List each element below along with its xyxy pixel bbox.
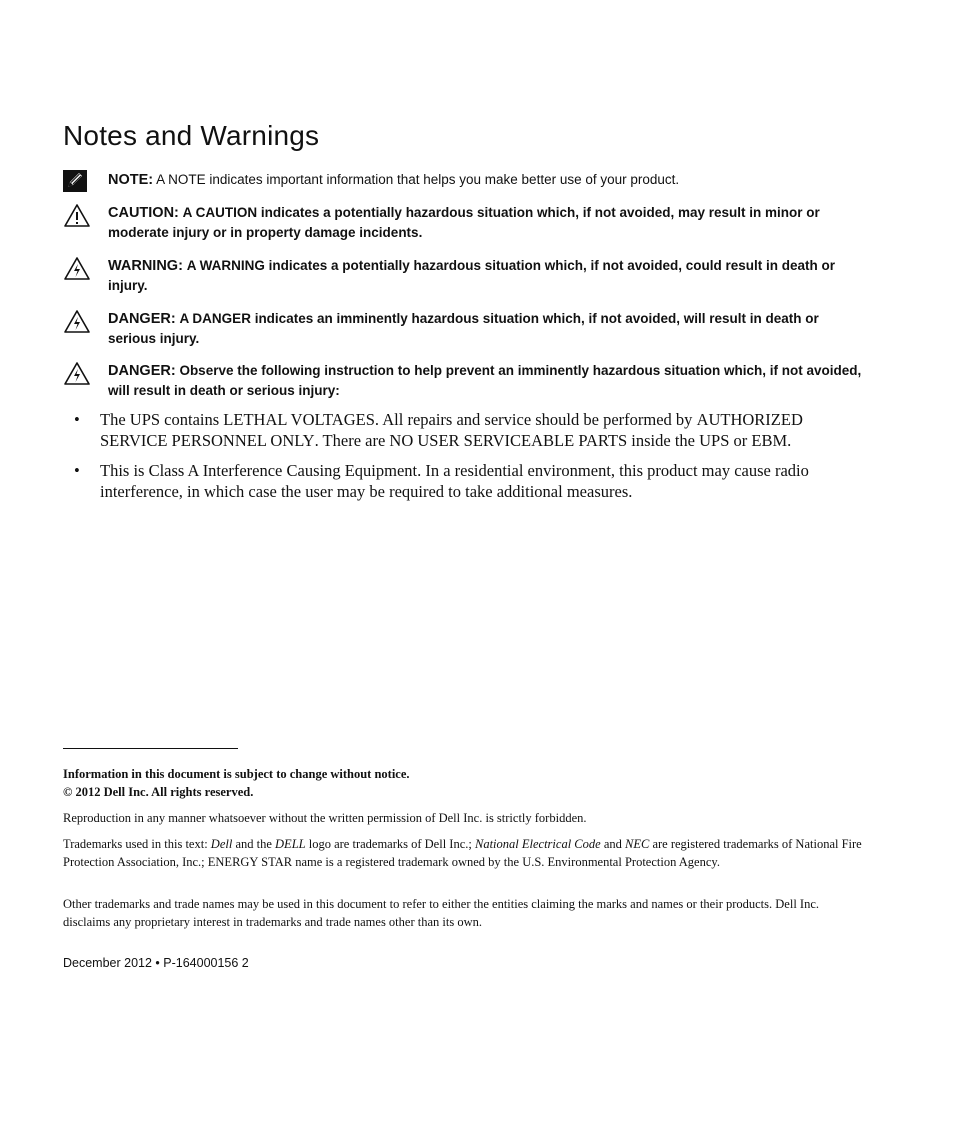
trademark-text: and the [232,837,276,851]
bullet-icon: • [74,461,80,480]
bullet-text: This is Class A Interference Causing Equipment. In a residential environment, this product may cause radio interference, in which case the user may be required to take additional measures. [100,461,809,501]
warning-body: A WARNING indicates a potentially hazardous situation which, if not avoided, could result in death or injury. [108,258,836,293]
danger-instruction-body: Observe the following instruction to help prevent an imminently hazardous situation which, if not avoided, will result in death or serious injury: [108,363,862,398]
danger-instruction-notice [63,361,863,400]
bullet-text: . All repairs and service should be performed by [374,410,697,429]
note-label: NOTE: [108,172,154,188]
caution-notice [63,203,863,242]
danger-label: DANGER: [108,311,176,327]
danger-instruction-text [108,361,863,400]
copyright-text: © 2012 Dell Inc. All rights reserved. [63,784,254,799]
bullet-text: inside the UPS or EBM. [627,431,792,450]
trademarks-notice [63,836,863,871]
footnote-divider [63,748,238,749]
warning-label: WARNING: [108,258,183,274]
trademark-text: Trademarks used in this text: [63,837,211,851]
note-body: A NOTE indicates important information that helps you make better use of your product. [156,172,680,187]
list-item [63,460,863,502]
bullet-emphasis: NO USER SERVICEABLE PARTS [389,431,628,450]
caution-triangle-icon [63,203,91,229]
other-trademarks-text: Other trademarks and trade names may be used in this document to refer to either the entities claiming the marks and names or their products. Dell Inc. disclaims any proprietary interest in trademarks and trade names other than its own. [63,897,820,929]
bullet-text: . There are [314,431,390,450]
electrical-hazard-triangle-icon [63,361,91,387]
trademark-text: are registered trademarks of National Fire Protection Association, Inc.; ENERGY STAR name is a registered trademark owned by the U.S. Environmental Protection Agency. [63,837,862,869]
trademark-text: logo are trademarks of Dell Inc.; [305,837,475,851]
document-date-id: December 2012 • P-164000156 2 [63,956,249,970]
page-title: Notes and Warnings [63,120,320,151]
trademark-name: DELL [275,837,306,851]
safety-bullet-list [63,409,863,511]
list-item [63,409,863,451]
danger-body: A DANGER indicates an imminently hazardous situation which, if not avoided, will result in death or serious injury. [108,311,819,346]
bullet-emphasis: LETHAL VOLTAGES [223,410,375,429]
danger-instruction-label: DANGER: [108,363,176,379]
caution-body: A CAUTION indicates a potentially hazardous situation which, if not avoided, may result in minor or moderate injury or in property damage incidents. [108,205,820,240]
trademark-text: and [600,837,625,851]
trademark-name: Dell [210,837,233,851]
bullet-text: The UPS contains [100,410,224,429]
bullet-emphasis: AUTHORIZED SERVICE PERSONNEL ONLY [100,410,803,450]
note-pencil-icon [63,170,91,196]
electrical-hazard-triangle-icon [63,256,91,282]
warning-notice [63,256,863,295]
reproduction-text: Reproduction in any manner whatsoever without the written permission of Dell Inc. is strictly forbidden. [63,811,587,825]
change-notice-text: Information in this document is subject to change without notice. [63,767,410,781]
danger-notice [63,309,863,348]
danger-text [108,309,863,348]
trademark-name: National Electrical Code [475,837,601,851]
warning-text [108,256,863,295]
change-notice [63,766,863,801]
bullet-icon: • [74,410,80,429]
caution-label: CAUTION: [108,205,179,221]
other-trademarks-notice [63,896,863,931]
note-text [108,170,863,190]
electrical-hazard-triangle-icon [63,309,91,335]
reproduction-notice [63,810,863,828]
trademark-name: NEC [625,837,650,851]
note-notice [63,170,863,190]
caution-text [108,203,863,242]
